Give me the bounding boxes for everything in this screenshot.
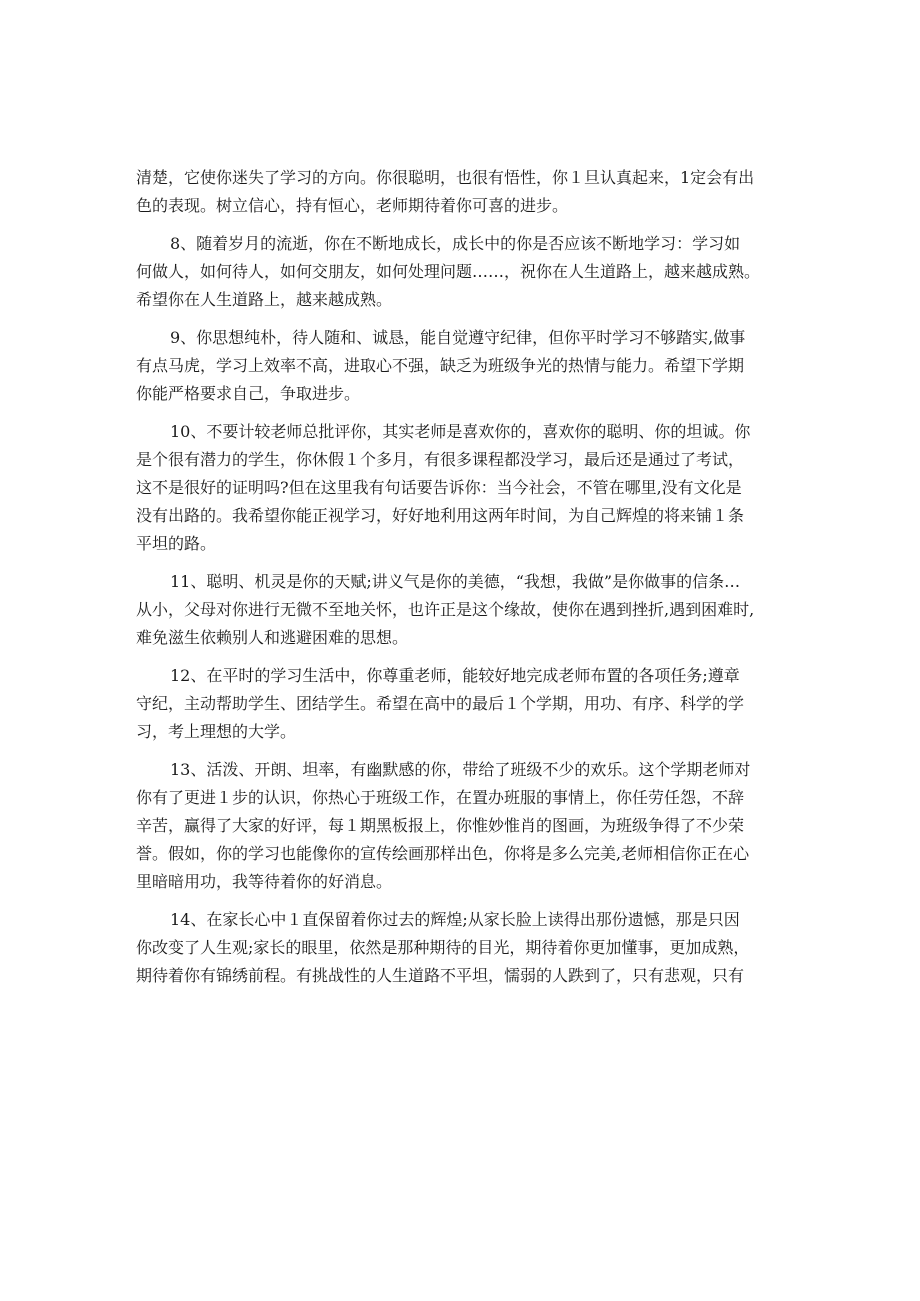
paragraph-11 [136, 568, 796, 652]
paragraph-9 [136, 324, 796, 408]
text-line: 没有出路的。我希望你能正视学习，好好地利用这两年时间，为自己辉煌的将来铺１条 [136, 506, 745, 525]
text-line: 期待着你有锦绣前程。有挑战性的人生道路不平坦，懦弱的人跌到了，只有悲观，只有 [136, 966, 745, 985]
text-line: 清楚，它使你迷失了学习的方向。你很聪明，也很有悟性，你１旦认真起来，1定会有出 [136, 168, 755, 187]
text-line: 辛苦，赢得了大家的好评，每１期黑板报上，你惟妙惟肖的图画，为班级争得了不少荣 [136, 816, 745, 835]
paragraph-8 [136, 230, 796, 314]
text-line: 守纪，主动帮助学生、团结学生。希望在高中的最后１个学期，用功、有序、科学的学 [136, 694, 745, 713]
paragraph-14 [136, 906, 796, 990]
text-line: 你能严格要求自己，争取进步。 [136, 384, 361, 403]
document-body [136, 164, 796, 1000]
text-line: 这不是很好的证明吗?但在这里我有句话要告诉你：当今社会，不管在哪里,没有文化是 [136, 478, 742, 497]
paragraph-continuation [136, 164, 796, 220]
text-line: 从小，父母对你进行无微不至地关怀，也许正是这个缘故，使你在遇到挫折,遇到困难时, [136, 600, 755, 619]
text-line: 平坦的路。 [136, 534, 217, 553]
text-line: 14、在家长心中１直保留着你过去的辉煌;从家长脸上读得出那份遗憾，那是只因 [170, 910, 740, 929]
text-line: 是个很有潜力的学生，你休假１个多月，有很多课程都没学习，最后还是通过了考试， [136, 450, 745, 469]
text-line: 誉。假如，你的学习也能像你的宣传绘画那样出色，你将是多么完美,老师相信你正在心 [136, 844, 750, 863]
text-line: 有点马虎，学习上效率不高，进取心不强，缺乏为班级争光的热情与能力。希望下学期 [136, 356, 745, 375]
paragraph-13 [136, 756, 796, 896]
text-line: 10、不要计较老师总批评你，其实老师是喜欢你的，喜欢你的聪明、你的坦诚。你 [170, 422, 751, 441]
text-line: 习，考上理想的大学。 [136, 722, 297, 741]
text-line: 里暗暗用功，我等待着你的好消息。 [136, 872, 393, 891]
text-line: 13、活泼、开朗、坦率，有幽默感的你，带给了班级不少的欢乐。这个学期老师对 [170, 760, 751, 779]
text-line: 难免滋生依赖别人和逃避困难的思想。 [136, 628, 409, 647]
text-line: 希望你在人生道路上，越来越成熟。 [136, 290, 393, 309]
paragraph-10 [136, 418, 796, 558]
text-line: 色的表现。树立信心，持有恒心，老师期待着你可喜的进步。 [136, 196, 569, 215]
paragraph-12 [136, 662, 796, 746]
text-line: 你改变了人生观;家长的眼里，依然是那种期待的目光，期待着你更加懂事，更加成熟， [136, 938, 750, 957]
text-line: 8、随着岁月的流逝，你在不断地成长，成长中的你是否应该不断地学习：学习如 [170, 234, 741, 253]
text-line: 你有了更进１步的认识，你热心于班级工作，在置办班服的事情上，你任劳任怨，不辞 [136, 788, 745, 807]
text-line: 9、你思想纯朴，待人随和、诚恳，能自觉遵守纪律，但你平时学习不够踏实,做事 [170, 328, 746, 347]
text-line: 12、在平时的学习生活中，你尊重老师，能较好地完成老师布置的各项任务;遵章 [170, 666, 740, 685]
text-line: 何做人，如何待人，如何交朋友，如何处理问题……，祝你在人生道路上，越来越成熟。 [136, 262, 761, 281]
text-line: 11、聪明、机灵是你的天赋;讲义气是你的美德，“我想，我做”是你做事的信条… [170, 572, 741, 591]
